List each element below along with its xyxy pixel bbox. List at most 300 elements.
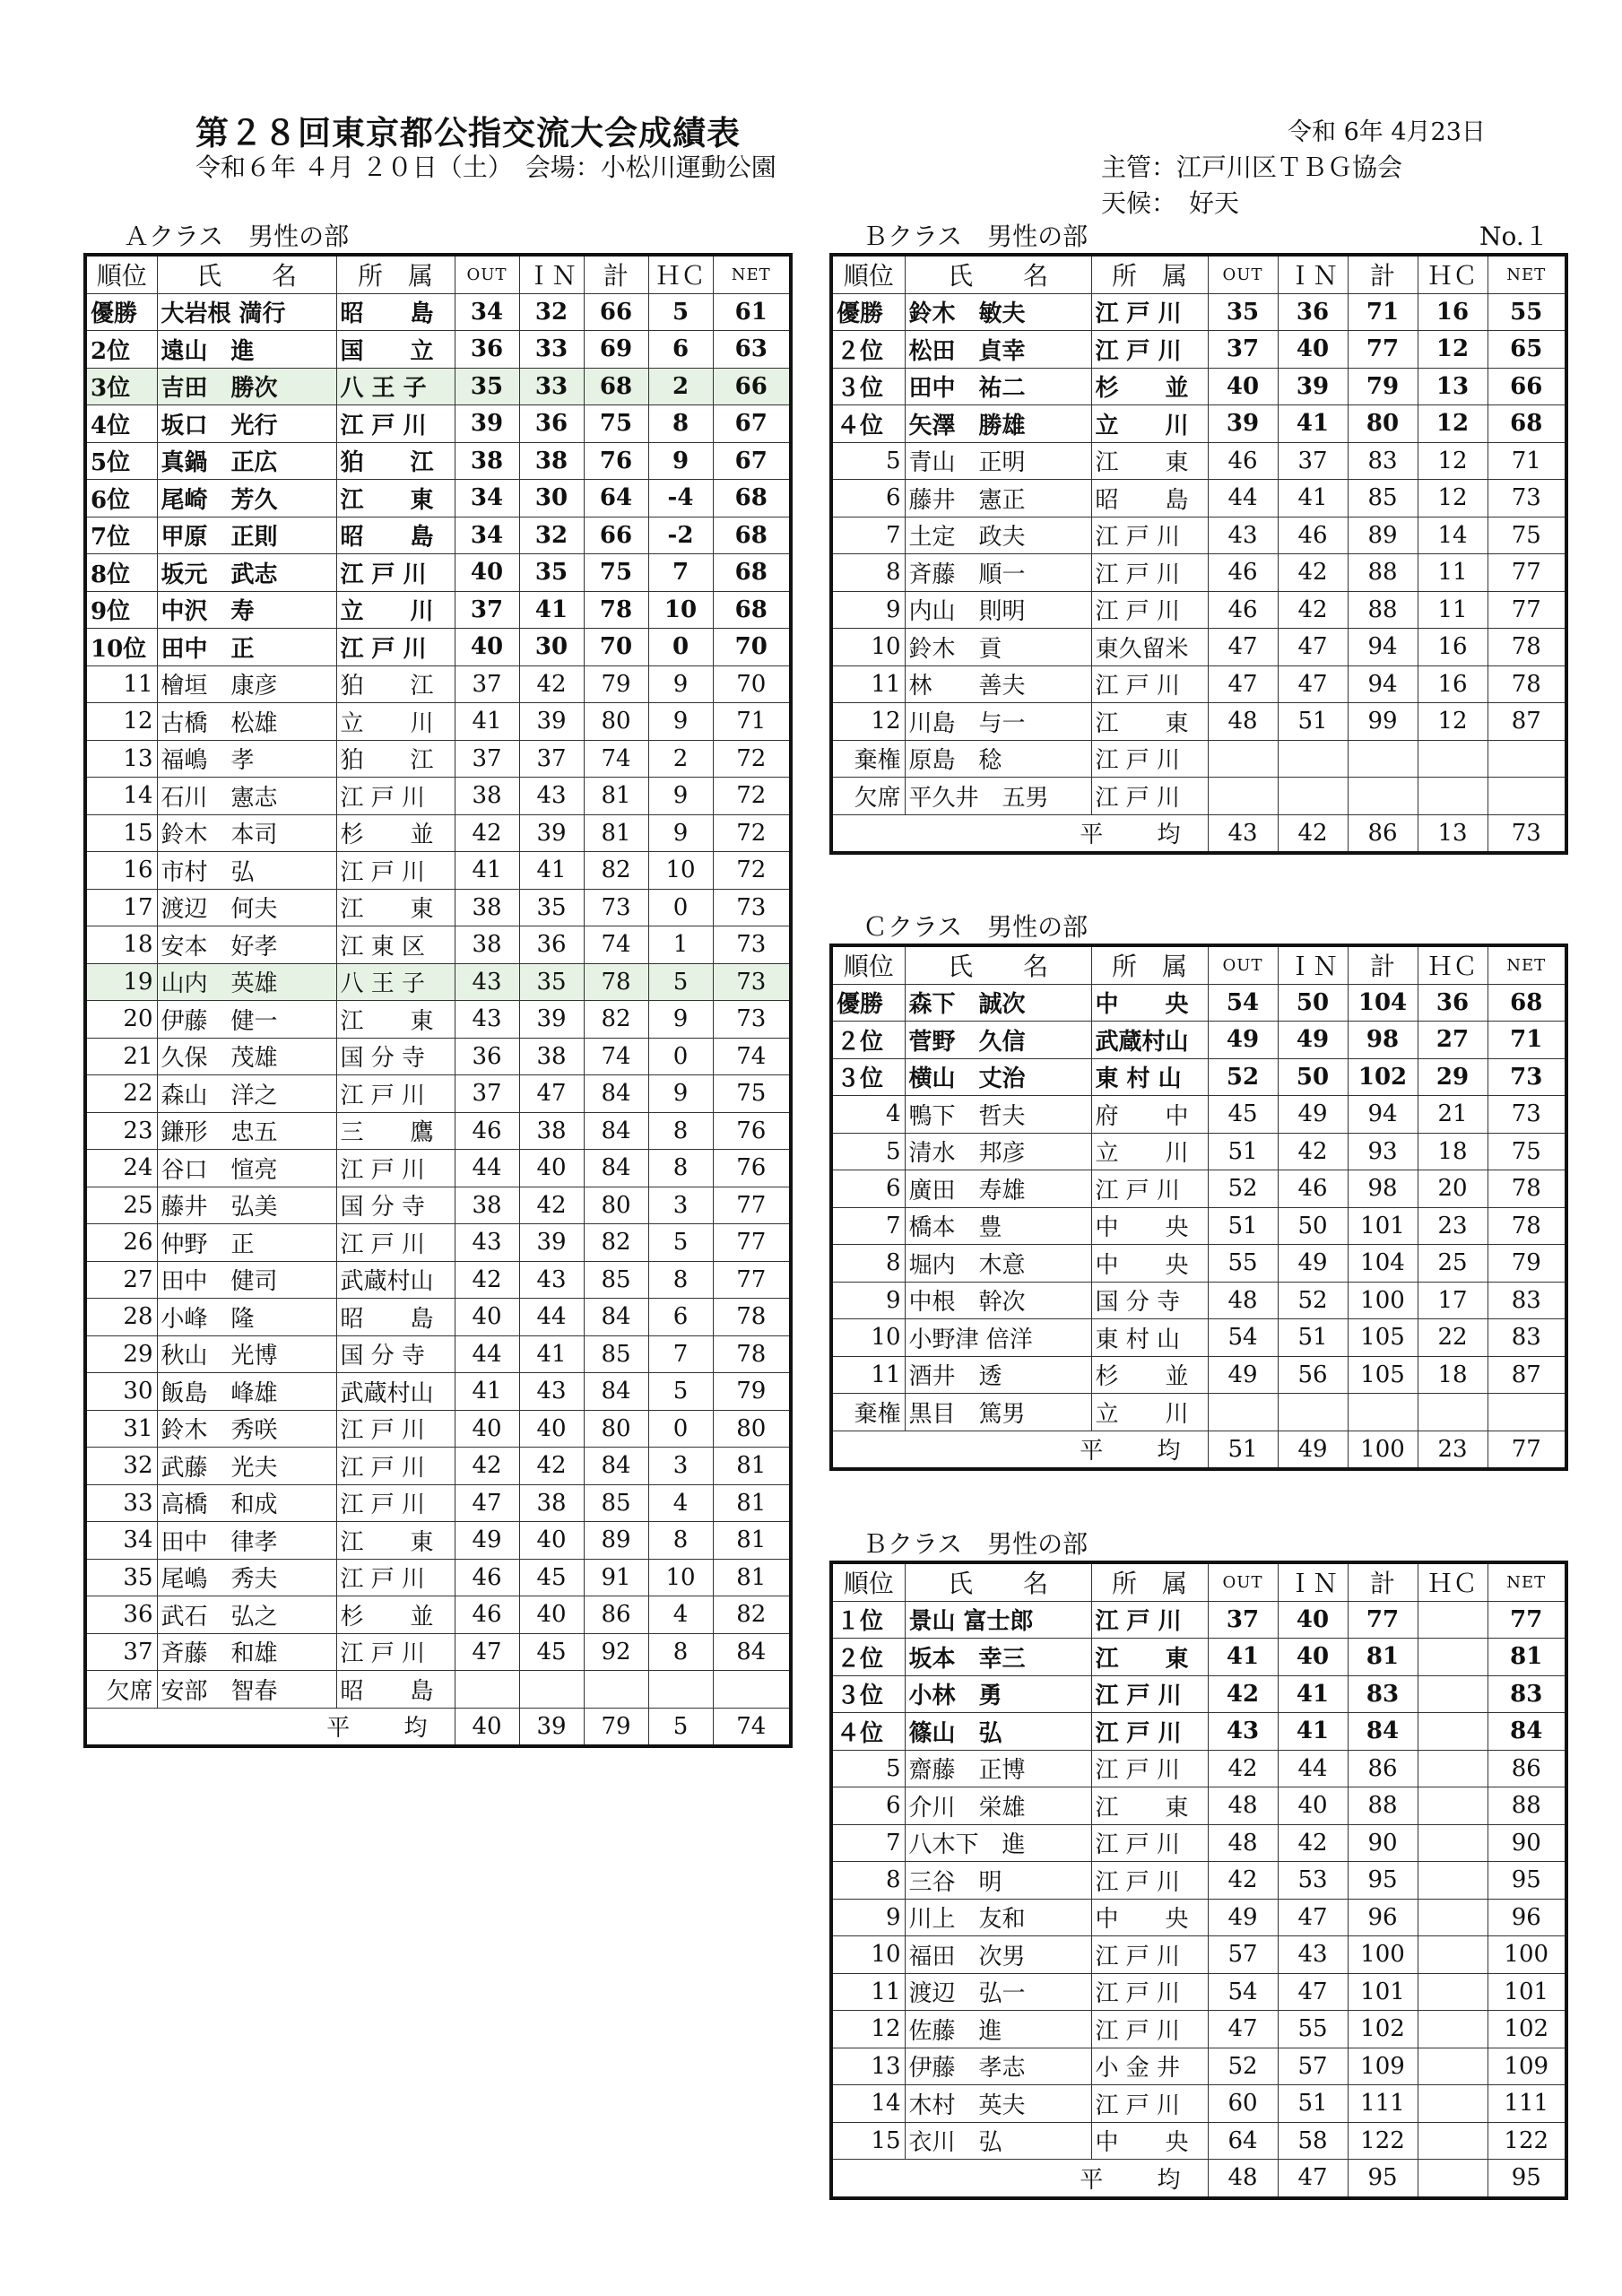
table-row	[831, 778, 1566, 815]
in-score: 30	[519, 629, 584, 666]
total-score: 66	[584, 293, 648, 331]
club-name: 江 戸 川	[336, 1633, 455, 1671]
handicap: 0	[648, 889, 713, 926]
column-header-total: 計	[1348, 1562, 1418, 1601]
in-score: 33	[519, 331, 584, 369]
player-name: 坂元 武志	[157, 554, 336, 592]
average-row	[831, 2160, 1566, 2198]
column-header-name: 氏 名	[905, 945, 1091, 984]
player-name: 斉藤 順一	[905, 554, 1091, 592]
total-score: 109	[1348, 2048, 1418, 2085]
total-score: 71	[1348, 293, 1418, 331]
column-header-total: 計	[1348, 945, 1418, 984]
player-name: 佐藤 進	[905, 2011, 1091, 2048]
club-name: 江 東	[336, 889, 455, 926]
total-score: 77	[1348, 1601, 1418, 1639]
in-score: 40	[519, 1522, 584, 1560]
club-name: 杉 並	[336, 814, 455, 852]
in-score: 50	[1278, 1058, 1348, 1096]
club-name: 三 鷹	[336, 1112, 455, 1150]
rank-cell: 5位	[85, 442, 157, 480]
out-score: 47	[1208, 665, 1278, 703]
net-score: 71	[713, 703, 791, 741]
column-header-in: ＩＮ	[519, 255, 584, 293]
column-header-in: ＩＮ	[1278, 1562, 1348, 1601]
net-score: 90	[1488, 1824, 1566, 1862]
club-name: 狛 江	[336, 740, 455, 778]
in-score: 42	[519, 665, 584, 703]
out-score: 49	[1208, 1356, 1278, 1394]
handicap: 5	[648, 963, 713, 1001]
table-row	[831, 984, 1566, 1022]
table-row	[85, 1261, 791, 1299]
table-row	[85, 1633, 791, 1671]
table-row	[85, 331, 791, 369]
net-score	[1488, 1394, 1566, 1431]
table-row	[831, 1639, 1566, 1676]
player-name: 安本 好孝	[157, 926, 336, 964]
club-name: 江 戸 川	[336, 1448, 455, 1485]
player-name: 斉藤 和雄	[157, 1633, 336, 1671]
average-hc: 5	[648, 1708, 713, 1746]
net-score: 77	[713, 1261, 791, 1299]
in-score: 41	[519, 591, 584, 629]
club-name: 府 中	[1091, 1096, 1208, 1134]
column-header-rank: 順位	[831, 1562, 905, 1601]
total-score: 111	[1348, 2085, 1418, 2123]
in-score: 40	[1278, 1639, 1348, 1676]
column-header-hc: ＨＣ	[648, 255, 713, 293]
club-name: 武蔵村山	[1091, 1022, 1208, 1059]
average-label: 平 均	[85, 1708, 455, 1746]
total-score: 75	[584, 405, 648, 443]
player-name: 鈴木 秀咲	[157, 1410, 336, 1448]
total-score: 86	[584, 1596, 648, 1634]
total-score: 85	[1348, 480, 1418, 517]
total-score: 82	[584, 1224, 648, 1262]
handicap: 5	[648, 1224, 713, 1262]
in-score: 43	[519, 778, 584, 815]
average-hc: 23	[1418, 1431, 1488, 1469]
club-name: 国 分 寺	[1091, 1282, 1208, 1319]
club-name: 江 戸 川	[336, 1075, 455, 1113]
player-name: 矢澤 勝雄	[905, 405, 1091, 443]
total-score: 82	[584, 852, 648, 890]
handicap: 0	[648, 629, 713, 666]
total-score: 94	[1348, 1096, 1418, 1134]
average-net: 95	[1488, 2160, 1566, 2198]
table-row	[831, 517, 1566, 554]
out-score	[1208, 778, 1278, 815]
net-score: 75	[713, 1075, 791, 1113]
player-name: 篠山 弘	[905, 1713, 1091, 1751]
out-score: 36	[455, 1038, 519, 1075]
out-score: 37	[455, 1075, 519, 1113]
rank-cell: 12	[85, 703, 157, 741]
organizer: 主管：江戸川区ＴＢＧ協会	[1101, 152, 1403, 182]
total-score: 81	[1348, 1639, 1418, 1676]
total-score: 96	[1348, 1899, 1418, 1936]
player-name: 石川 憲志	[157, 778, 336, 815]
rank-cell: 5	[831, 1133, 905, 1170]
average-in: 42	[1278, 814, 1348, 853]
total-score: 88	[1348, 591, 1418, 629]
out-score: 46	[1208, 442, 1278, 480]
club-name: 昭 島	[336, 1299, 455, 1336]
handicap: -2	[648, 517, 713, 554]
net-score: 71	[1488, 442, 1566, 480]
total-score: 98	[1348, 1022, 1418, 1059]
player-name: 尾崎 芳久	[157, 480, 336, 517]
table-row	[831, 2122, 1566, 2160]
rank-cell: 9位	[85, 591, 157, 629]
table-row	[85, 405, 791, 443]
player-name: 藤井 弘美	[157, 1187, 336, 1224]
handicap: 9	[648, 442, 713, 480]
net-score: 78	[1488, 1170, 1566, 1208]
club-name: 江 戸 川	[1091, 331, 1208, 369]
total-score: 68	[584, 368, 648, 405]
club-name: 江 戸 川	[336, 778, 455, 815]
table-row	[831, 1170, 1566, 1208]
table-header	[831, 945, 1566, 984]
handicap: 7	[648, 554, 713, 592]
handicap: 12	[1418, 442, 1488, 480]
handicap: 5	[648, 1373, 713, 1411]
total-score: 89	[1348, 517, 1418, 554]
player-name: 酒井 透	[905, 1356, 1091, 1394]
column-header-in: ＩＮ	[1278, 945, 1348, 984]
table-row	[831, 665, 1566, 703]
club-name: 江 戸 川	[1091, 778, 1208, 815]
table-row	[85, 1075, 791, 1113]
table-header	[85, 255, 791, 293]
player-name: 山内 英雄	[157, 963, 336, 1001]
handicap: 8	[648, 1112, 713, 1150]
out-score: 37	[1208, 1601, 1278, 1639]
out-score: 42	[1208, 1862, 1278, 1900]
total-score: 84	[584, 1112, 648, 1150]
in-score: 35	[519, 963, 584, 1001]
player-name: 尾嶋 秀夫	[157, 1559, 336, 1596]
in-score: 36	[519, 405, 584, 443]
total-score: 98	[1348, 1170, 1418, 1208]
in-score: 41	[1278, 480, 1348, 517]
player-name: 景山 富士郎	[905, 1601, 1091, 1639]
handicap: 4	[648, 1596, 713, 1634]
in-score: 47	[1278, 665, 1348, 703]
player-name: 久保 茂雄	[157, 1038, 336, 1075]
player-name: 鈴木 本司	[157, 814, 336, 852]
in-score: 47	[1278, 1973, 1348, 2011]
average-hc: 13	[1418, 814, 1488, 853]
total-score: 95	[1348, 1862, 1418, 1900]
out-score: 40	[1208, 368, 1278, 405]
rank-cell: 14	[831, 2085, 905, 2123]
club-name: 八 王 子	[336, 963, 455, 1001]
handicap	[1418, 2011, 1488, 2048]
handicap: 1	[648, 926, 713, 964]
total-score: 85	[584, 1484, 648, 1522]
average-row	[831, 814, 1566, 853]
rank-cell: 優勝	[85, 293, 157, 331]
out-score: 43	[1208, 517, 1278, 554]
rank-cell: １位	[831, 1601, 905, 1639]
table-header	[831, 255, 1566, 293]
section-title-c: Ｃクラス 男性の部	[863, 912, 1089, 942]
average-out: 40	[455, 1708, 519, 1746]
club-name: 狛 江	[336, 442, 455, 480]
total-score: 80	[584, 1410, 648, 1448]
out-score: 64	[1208, 2122, 1278, 2160]
club-name: 江 戸 川	[1091, 1601, 1208, 1639]
rank-cell: 17	[85, 889, 157, 926]
total-score: 74	[584, 1038, 648, 1075]
rank-cell: 7	[831, 517, 905, 554]
club-name: 東 村 山	[1091, 1058, 1208, 1096]
net-score: 95	[1488, 1862, 1566, 1900]
club-name: 江 東	[336, 480, 455, 517]
handicap: -4	[648, 480, 713, 517]
out-score: 47	[1208, 629, 1278, 666]
rank-cell: 36	[85, 1596, 157, 1634]
out-score: 44	[455, 1150, 519, 1187]
out-score: 39	[455, 405, 519, 443]
out-score: 46	[1208, 591, 1278, 629]
total-score: 122	[1348, 2122, 1418, 2160]
average-in: 47	[1278, 2160, 1348, 2198]
column-header-out: OUT	[1208, 1562, 1278, 1601]
handicap: 9	[648, 814, 713, 852]
total-score	[1348, 740, 1418, 778]
in-score: 38	[519, 1038, 584, 1075]
out-score: 40	[455, 629, 519, 666]
handicap: 10	[648, 1559, 713, 1596]
table-row	[831, 1936, 1566, 1974]
rank-cell: 15	[85, 814, 157, 852]
out-score: 55	[1208, 1245, 1278, 1283]
out-score: 45	[1208, 1096, 1278, 1134]
table-row	[85, 1299, 791, 1336]
club-name: 江 戸 川	[336, 554, 455, 592]
table-row	[831, 1133, 1566, 1170]
rank-cell: 11	[831, 665, 905, 703]
net-score: 68	[1488, 405, 1566, 443]
table-row	[85, 442, 791, 480]
handicap	[1418, 1899, 1488, 1936]
total-score: 81	[584, 778, 648, 815]
total-score: 80	[1348, 405, 1418, 443]
out-score: 51	[1208, 1207, 1278, 1245]
net-score: 78	[1488, 629, 1566, 666]
rank-cell: 8	[831, 1862, 905, 1900]
net-score: 78	[1488, 1207, 1566, 1245]
in-score: 43	[1278, 1936, 1348, 1974]
rank-cell: ３位	[831, 1675, 905, 1713]
table-row	[831, 480, 1566, 517]
handicap: 3	[648, 1187, 713, 1224]
net-score: 82	[713, 1596, 791, 1634]
player-name: 小峰 隆	[157, 1299, 336, 1336]
handicap: 20	[1418, 1170, 1488, 1208]
handicap: 6	[648, 331, 713, 369]
column-header-club: 所 属	[1091, 1562, 1208, 1601]
table-row	[85, 1335, 791, 1373]
table-row	[85, 1559, 791, 1596]
handicap: 3	[648, 1448, 713, 1485]
net-score: 83	[1488, 1319, 1566, 1357]
rank-cell: 25	[85, 1187, 157, 1224]
rank-cell: 24	[85, 1150, 157, 1187]
rank-cell: 5	[831, 442, 905, 480]
net-score: 72	[713, 852, 791, 890]
in-score: 50	[1278, 1207, 1348, 1245]
rank-cell: 6	[831, 1787, 905, 1825]
rank-cell: 13	[85, 740, 157, 778]
average-out: 51	[1208, 1431, 1278, 1469]
handicap: 27	[1418, 1022, 1488, 1059]
rank-cell: 11	[831, 1973, 905, 2011]
handicap: 12	[1418, 480, 1488, 517]
handicap: 25	[1418, 1245, 1488, 1283]
handicap	[1418, 1973, 1488, 2011]
table-row	[831, 2011, 1566, 2048]
rank-cell: 11	[831, 1356, 905, 1394]
player-name: 小野津 倍洋	[905, 1319, 1091, 1357]
player-name: 土定 政夫	[905, 517, 1091, 554]
out-score: 36	[455, 331, 519, 369]
out-score: 34	[455, 480, 519, 517]
handicap: 2	[648, 368, 713, 405]
player-name: 坂口 光行	[157, 405, 336, 443]
total-score: 69	[584, 331, 648, 369]
player-name: 真鍋 正広	[157, 442, 336, 480]
in-score: 40	[519, 1410, 584, 1448]
club-name: 武蔵村山	[336, 1373, 455, 1411]
player-name: 小林 勇	[905, 1675, 1091, 1713]
average-label: 平 均	[831, 2160, 1208, 2198]
club-name: 江 戸 川	[1091, 665, 1208, 703]
net-score: 71	[1488, 1022, 1566, 1059]
in-score: 37	[1278, 442, 1348, 480]
in-score: 39	[1278, 368, 1348, 405]
rank-cell: ４位	[831, 1713, 905, 1751]
rank-cell: 優勝	[831, 293, 905, 331]
player-name: 田中 正	[157, 629, 336, 666]
club-name: 江 東	[1091, 703, 1208, 741]
rank-cell: 10	[831, 1936, 905, 1974]
in-score: 51	[1278, 2085, 1348, 2123]
table-row	[85, 1522, 791, 1560]
net-score: 79	[713, 1373, 791, 1411]
total-score: 76	[584, 442, 648, 480]
out-score: 52	[1208, 1170, 1278, 1208]
column-header-rank: 順位	[85, 255, 157, 293]
table-row	[831, 703, 1566, 741]
in-score: 51	[1278, 703, 1348, 741]
out-score: 52	[1208, 2048, 1278, 2085]
table-row	[831, 1282, 1566, 1319]
rank-cell: ２位	[831, 1639, 905, 1676]
table-row	[85, 1596, 791, 1634]
rank-cell: 23	[85, 1112, 157, 1150]
out-score: 54	[1208, 1319, 1278, 1357]
in-score: 40	[1278, 1601, 1348, 1639]
page-title: 第２８回東京都公指交流大会成績表	[195, 113, 741, 152]
net-score: 77	[1488, 554, 1566, 592]
in-score: 42	[1278, 591, 1348, 629]
table-row	[831, 368, 1566, 405]
rank-cell: 6位	[85, 480, 157, 517]
club-name: 江 東 区	[336, 926, 455, 964]
rank-cell: 欠席	[85, 1671, 157, 1709]
player-name: 市村 弘	[157, 852, 336, 890]
rank-cell: 6	[831, 1170, 905, 1208]
net-score: 70	[713, 665, 791, 703]
handicap	[1418, 740, 1488, 778]
player-name: 鈴木 貢	[905, 629, 1091, 666]
rank-cell: 18	[85, 926, 157, 964]
average-total: 86	[1348, 814, 1418, 853]
results-table-b-class-2	[829, 1561, 1568, 2200]
in-score: 35	[519, 889, 584, 926]
club-name: 江 戸 川	[336, 405, 455, 443]
in-score: 52	[1278, 1282, 1348, 1319]
table-row	[831, 1750, 1566, 1787]
net-score: 68	[713, 480, 791, 517]
club-name: 国 立	[336, 331, 455, 369]
handicap	[1418, 1713, 1488, 1751]
handicap: 11	[1418, 554, 1488, 592]
net-score: 68	[713, 554, 791, 592]
column-header-net: NET	[1488, 945, 1566, 984]
table-row	[831, 442, 1566, 480]
table-row	[85, 1484, 791, 1522]
net-score: 68	[1488, 984, 1566, 1022]
club-name: 江 戸 川	[1091, 554, 1208, 592]
rank-cell: 9	[831, 1282, 905, 1319]
out-score: 39	[1208, 405, 1278, 443]
total-score	[1348, 1394, 1418, 1431]
net-score: 78	[1488, 665, 1566, 703]
handicap: 7	[648, 1335, 713, 1373]
results-table-b-class	[829, 253, 1568, 855]
net-score: 86	[1488, 1750, 1566, 1787]
in-score	[1278, 1394, 1348, 1431]
handicap	[1418, 2122, 1488, 2160]
player-name: 大岩根 満行	[157, 293, 336, 331]
in-score: 38	[519, 1112, 584, 1150]
total-score: 79	[584, 665, 648, 703]
player-name: 清水 邦彦	[905, 1133, 1091, 1170]
out-score: 48	[1208, 703, 1278, 741]
handicap: 12	[1418, 405, 1488, 443]
column-header-rank: 順位	[831, 945, 905, 984]
out-score: 60	[1208, 2085, 1278, 2123]
total-score: 84	[584, 1448, 648, 1485]
rank-cell: ２位	[831, 331, 905, 369]
column-header-rank: 順位	[831, 255, 905, 293]
table-row	[831, 740, 1566, 778]
rank-cell: 4	[831, 1096, 905, 1134]
out-score: 54	[1208, 1973, 1278, 2011]
club-name: 杉 並	[336, 1596, 455, 1634]
net-score: 100	[1488, 1936, 1566, 1974]
total-score: 80	[584, 703, 648, 741]
net-score: 73	[713, 963, 791, 1001]
total-score: 85	[584, 1335, 648, 1373]
club-name: 江 戸 川	[1091, 1973, 1208, 2011]
